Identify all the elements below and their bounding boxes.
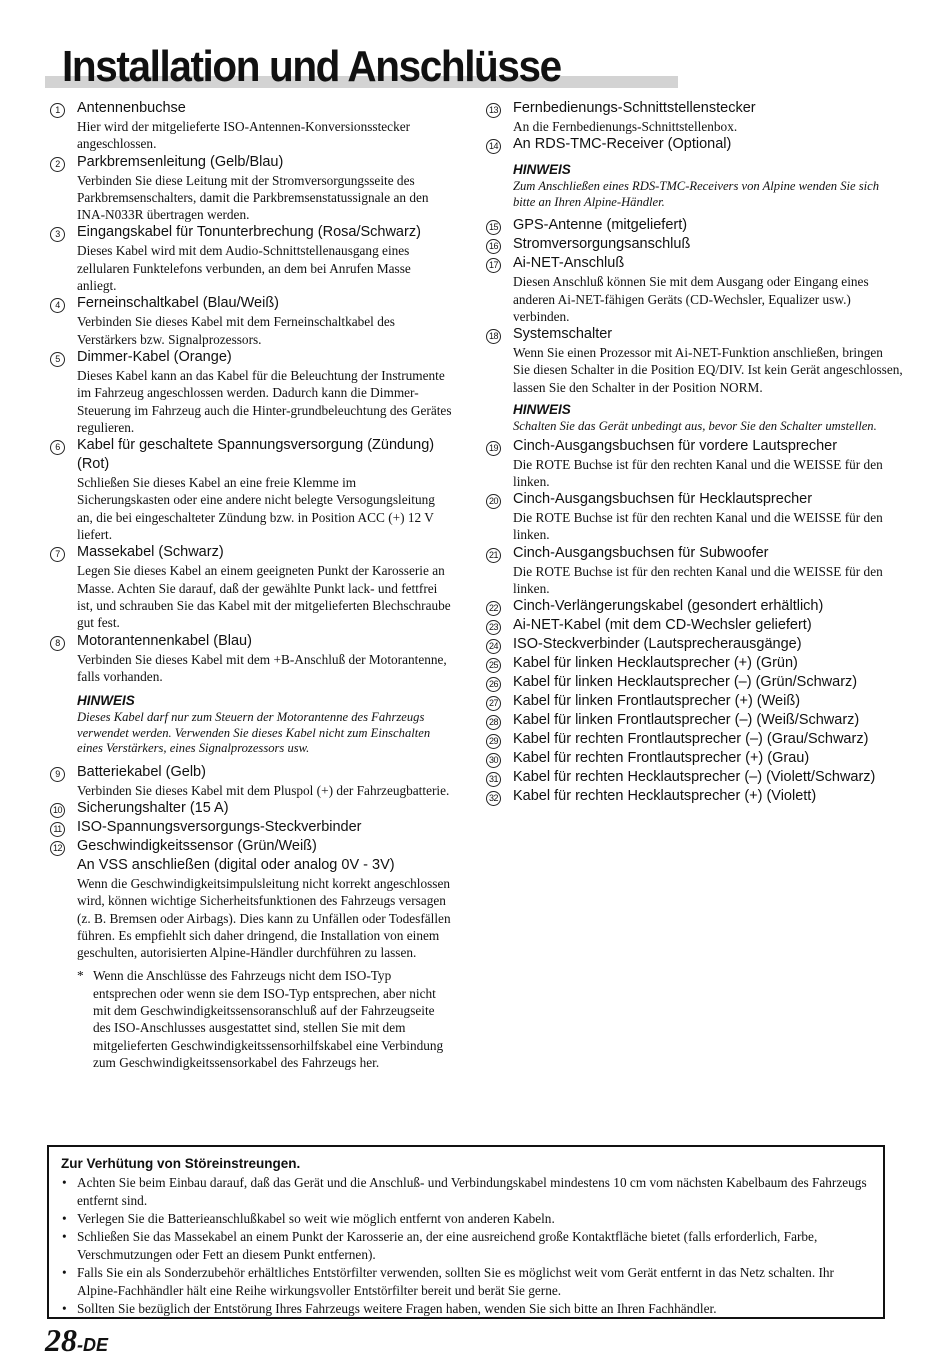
item-description: An die Fernbedienungs-Schnittstellenbox. xyxy=(513,119,738,134)
list-item xyxy=(483,135,903,154)
item-number-badge: 2 xyxy=(50,157,65,172)
item-heading: Kabel für linken Hecklautsprecher (+) (Grün) xyxy=(513,655,798,672)
list-item xyxy=(483,216,903,235)
item-description: Wenn Sie einen Prozessor mit Ai-NET-Funktion anschließen, bringen Sie diesen Schalter in die Position EQ/DIV. Ist kein Gerät angeschlossen, lassen Sie den Schalter in der Position NORM. xyxy=(513,345,903,395)
bullet-text: Verlegen Sie die Batterieanschlußkabel so weit wie möglich entfernt von anderen Kabeln. xyxy=(77,1211,555,1226)
list-item xyxy=(47,818,452,837)
item-description: Verbinden Sie dieses Kabel mit dem +B-Anschluß der Motorantenne, falls vorhanden. xyxy=(77,651,447,684)
footnote-text: Wenn die Anschlüsse des Fahrzeugs nicht dem ISO-Typ entsprechen oder wenn sie dem ISO-Typ entsprechen, aber nicht mit dem Geschwindigkeitssensoranschluß auf der Fahrzeugseite des ISO-Anschlusses ausgestattet sind, stellen Sie mit dem mitgelieferten Geschwindigkeitssensorhilfskabel eine Verbindung zum Geschwindigkeitssensorkabel des Fahrzeugs her. xyxy=(93,968,444,1070)
list-item xyxy=(483,490,903,544)
item-description: Die ROTE Buchse ist für den rechten Kanal und die WEISSE für den linken. xyxy=(513,510,883,543)
item-heading: Kabel für linken Frontlautsprecher (+) (Weiß) xyxy=(513,693,801,710)
left-items-list-2 xyxy=(47,763,452,856)
list-item xyxy=(47,223,452,294)
list-item xyxy=(483,768,903,787)
item-number-badge: 27 xyxy=(486,696,501,711)
list-item xyxy=(47,294,452,348)
bullet-text: Achten Sie beim Einbau darauf, daß das Gerät und die Anschluß- und Verbindungskabel mindestens 10 cm vom nächsten Kabelbaum des Fahrzeugs entfernt sind. xyxy=(77,1175,867,1208)
item-heading: Kabel für geschaltete Spannungsversorgung (Zündung) (Rot) xyxy=(77,437,435,473)
item-description: Schließen Sie dieses Kabel an eine freie Klemme im Sicherungskasten oder eine andere nicht belegte Versogungsleitung an, die bei eingeschalteter Zündung bzw. in Position ACC (+) 12 V liefert. xyxy=(77,475,435,543)
item-description: Die ROTE Buchse ist für den rechten Kanal und die WEISSE für den linken. xyxy=(513,563,883,597)
list-item xyxy=(483,597,903,616)
item-number-badge: 18 xyxy=(486,329,501,344)
item-heading: ISO-Spannungsversorgungs-Steckverbinder xyxy=(77,818,362,835)
item-description: Verbinden Sie dieses Kabel mit dem Pluspol (+) der Fahrzeugbatterie. xyxy=(77,782,450,798)
item-number-badge: 28 xyxy=(486,715,501,730)
note-text: Dieses Kabel darf nur zum Steuern der Motorantenne des Fahrzeugs verwendet werden. Verwenden Sie dieses Kabel nicht zum Einschalten eines Verstärkers, eines Signalprozessors usw. xyxy=(77,710,431,756)
item-heading: Massekabel (Schwarz) xyxy=(77,544,224,561)
item-description: Hier wird der mitgelieferte ISO-Antennen-Konversionsstecker angeschlossen. xyxy=(77,119,411,152)
bullet-text: Falls Sie ein als Sonderzubehör erhältliches Entstörfilter verwenden, sollten Sie es möglichst weit vom Gerät entfernt in das Netz schalten. Ihr Alpine-Fachhändler hält eine Reihe wirkungsvoller Entstörfilter bereit und berät Sie gerne. xyxy=(77,1265,834,1298)
bullet-dot-icon: • xyxy=(62,1211,67,1226)
item-heading: Ai-NET-Anschluß xyxy=(513,255,625,272)
item-heading: Fernbedienungs-Schnittstellenstecker xyxy=(513,100,756,116)
item-heading: Kabel für rechten Frontlautsprecher (+) (Grau) xyxy=(513,750,810,767)
item-heading: Kabel für rechten Hecklautsprecher (–) (Violett/Schwarz) xyxy=(513,769,876,786)
item-description: Dieses Kabel kann an das Kabel für die Beleuchtung der Instrumente im Fahrzeug angeschlossen werden. Dadurch kann die Dimmer-Steuerung im Fahrzeug auch die Hinter-grundbeleuchtung des Gerätes regulieren. xyxy=(77,367,452,435)
item-number-badge: 26 xyxy=(486,677,501,692)
item-number-badge: 21 xyxy=(486,548,501,563)
list-item xyxy=(47,436,452,543)
page-number-suffix: -DE xyxy=(77,1335,108,1355)
asterisk-mark: * xyxy=(77,968,84,984)
list-item xyxy=(47,763,452,799)
item-heading: Sicherungshalter (15 A) xyxy=(77,799,229,816)
note-rds-tmc xyxy=(483,160,903,210)
page-number xyxy=(45,1322,108,1363)
item-number-badge: 30 xyxy=(486,753,501,768)
list-item xyxy=(483,635,903,654)
vss-block xyxy=(47,856,452,961)
note-title: HINWEIS xyxy=(513,402,571,418)
page-title: Installation und Anschlüsse xyxy=(62,42,561,91)
item-number-badge: 5 xyxy=(50,352,65,367)
item-description: Die ROTE Buchse ist für den rechten Kanal und die WEISSE für den linken. xyxy=(513,456,883,489)
note-title: HINWEIS xyxy=(77,693,135,709)
item-heading: Kabel für linken Frontlautsprecher (–) (Weiß/Schwarz) xyxy=(513,712,860,729)
vss-line: An VSS anschließen (digital oder analog 0V - 3V) xyxy=(77,856,395,873)
interference-prevention-box xyxy=(47,1145,885,1319)
footnote-asterisk xyxy=(47,967,452,1071)
list-item xyxy=(483,99,903,135)
item-heading: ISO-Steckverbinder (Lautsprecherausgänge) xyxy=(513,636,802,653)
list-item xyxy=(47,348,452,436)
note-text: Schalten Sie das Gerät unbedingt aus, bevor Sie den Schalter umstellen. xyxy=(513,419,877,434)
list-item xyxy=(483,254,903,325)
right-column xyxy=(483,99,903,806)
bullet-dot-icon: • xyxy=(62,1229,67,1244)
note-text: Zum Anschließen eines RDS-TMC-Receivers von Alpine wenden Sie sich bitte an Ihren Alpine-Händler. xyxy=(513,179,880,209)
list-item xyxy=(483,437,903,491)
item-number-badge: 4 xyxy=(50,298,65,313)
list-item xyxy=(483,325,903,396)
item-description: Verbinden Sie dieses Kabel mit dem Ferneinschaltkabel des Verstärkers bzw. Signalprozessors. xyxy=(77,314,395,347)
list-item xyxy=(483,692,903,711)
list-item xyxy=(47,99,452,153)
note-system-switch xyxy=(483,400,903,435)
box-bullet-list xyxy=(61,1174,871,1318)
right-items-list-2 xyxy=(483,216,903,396)
list-item xyxy=(47,837,452,856)
list-item xyxy=(47,153,452,224)
item-heading: Cinch-Ausgangsbuchsen für vordere Lautsprecher xyxy=(513,437,838,454)
page-number-value: 28 xyxy=(45,1322,77,1358)
item-heading: Batteriekabel (Gelb) xyxy=(77,763,206,780)
bullet-dot-icon: • xyxy=(62,1265,67,1280)
right-items-list xyxy=(483,99,903,154)
item-heading: GPS-Antenne (mitgeliefert) xyxy=(513,217,688,234)
bullet-dot-icon: • xyxy=(62,1301,67,1316)
item-heading: Dimmer-Kabel (Orange) xyxy=(77,348,232,365)
list-item xyxy=(47,543,452,631)
vss-description: Wenn die Geschwindigkeitsimpulsleitung nicht korrekt angeschlossen wird, können wichtige Sicherheitsfunktionen des Fahrzeugs versagen (z. B. Bremsen oder Airbags). Dies kann zu Unfällen oder Todesfällen führen. Es empfiehlt sich daher dringend, die Installation von einem geschulten, autorisierten Alpine-Händler durchführen zu lassen. xyxy=(77,875,451,961)
list-item xyxy=(47,632,452,686)
bullet-text: Sollten Sie bezüglich der Entstörung Ihres Fahrzeugs weitere Fragen haben, wenden Sie sich bitte an Ihren Fachhändler. xyxy=(77,1301,717,1316)
list-item xyxy=(483,544,903,598)
item-description: Dieses Kabel wird mit dem Audio-Schnittstellenausgang eines zellularen Funktelefons verbunden, an dem bei Anrufen Masse anliegt. xyxy=(77,243,411,294)
item-number-badge: 14 xyxy=(486,139,501,154)
bullet-item xyxy=(61,1210,871,1228)
item-number-badge: 15 xyxy=(486,220,501,235)
item-number-badge: 1 xyxy=(50,103,65,118)
item-number-badge: 31 xyxy=(486,772,501,787)
item-heading: Eingangskabel für Tonunterbrechung (Rosa/Schwarz) xyxy=(77,224,421,241)
left-items-list xyxy=(47,99,452,685)
note-motor-antenna xyxy=(47,691,452,757)
bullet-item xyxy=(61,1264,871,1300)
left-column xyxy=(47,99,452,1071)
item-description: Legen Sie dieses Kabel an einem geeigneten Punkt der Karosserie an Masse. Achten Sie darauf, daß der gewählte Punkt lack- und fettfrei ist, und schrauben Sie das Kabel mit der mitgelieferten Blechschraube gut fest. xyxy=(77,563,451,631)
item-number-badge: 10 xyxy=(50,803,65,818)
item-heading: Cinch-Verlängerungskabel (gesondert erhältlich) xyxy=(513,598,824,615)
list-item xyxy=(483,711,903,730)
item-heading: An RDS-TMC-Receiver (Optional) xyxy=(513,136,732,153)
item-heading: Motorantennenkabel (Blau) xyxy=(77,632,252,649)
item-number-badge: 3 xyxy=(50,227,65,242)
item-number-badge: 8 xyxy=(50,636,65,651)
list-item xyxy=(483,787,903,806)
list-item xyxy=(483,673,903,692)
note-title: HINWEIS xyxy=(513,162,571,178)
item-heading: Parkbremsenleitung (Gelb/Blau) xyxy=(77,153,284,170)
list-item xyxy=(483,235,903,254)
bullet-item xyxy=(61,1174,871,1210)
item-number-badge: 9 xyxy=(50,767,65,782)
item-number-badge: 20 xyxy=(486,494,501,509)
item-heading: Cinch-Ausgangsbuchsen für Hecklautsprecher xyxy=(513,491,813,508)
item-number-badge: 32 xyxy=(486,791,501,806)
bullet-item xyxy=(61,1300,871,1318)
list-item xyxy=(483,749,903,768)
item-number-badge: 22 xyxy=(486,601,501,616)
item-number-badge: 17 xyxy=(486,258,501,273)
item-number-badge: 23 xyxy=(486,620,501,635)
item-heading: Kabel für linken Hecklautsprecher (–) (Grün/Schwarz) xyxy=(513,674,858,691)
item-heading: Stromversorgungsanschluß xyxy=(513,236,691,253)
item-number-badge: 13 xyxy=(486,103,501,118)
bullet-item xyxy=(61,1228,871,1264)
item-number-badge: 16 xyxy=(486,239,501,254)
item-number-badge: 12 xyxy=(50,841,65,856)
list-item xyxy=(483,616,903,635)
item-number-badge: 11 xyxy=(50,822,65,837)
item-heading: Geschwindigkeitssensor (Grün/Weiß) xyxy=(77,837,317,854)
list-item xyxy=(47,799,452,818)
right-items-list-3 xyxy=(483,437,903,807)
item-number-badge: 24 xyxy=(486,639,501,654)
bullet-dot-icon: • xyxy=(62,1175,67,1190)
item-number-badge: 25 xyxy=(486,658,501,673)
list-item xyxy=(483,730,903,749)
item-heading: Ai-NET-Kabel (mit dem CD-Wechsler geliefert) xyxy=(513,617,812,634)
item-description: Diesen Anschluß können Sie mit dem Ausgang oder Eingang eines anderen Ai-NET-fähigen Geräts (CD-Wechsler, Equalizer usw.) verbinden. xyxy=(513,274,869,324)
item-heading: Systemschalter xyxy=(513,326,613,343)
list-item xyxy=(483,654,903,673)
item-heading: Kabel für rechten Frontlautsprecher (–) (Grau/Schwarz) xyxy=(513,731,869,748)
item-number-badge: 29 xyxy=(486,734,501,749)
item-number-badge: 7 xyxy=(50,547,65,562)
box-title: Zur Verhütung von Störeinstreungen. xyxy=(61,1156,301,1171)
item-description: Verbinden Sie diese Leitung mit der Stromversorgungsseite des Parkbremsenschalters, damit die Parkbremsenstatussignale an den INA-N033R übertragen werden. xyxy=(77,172,429,223)
item-number-badge: 19 xyxy=(486,441,501,456)
item-heading: Antennenbuchse xyxy=(77,100,186,116)
item-heading: Kabel für rechten Hecklautsprecher (+) (Violett) xyxy=(513,788,817,805)
item-heading: Cinch-Ausgangsbuchsen für Subwoofer xyxy=(513,544,769,561)
bullet-text: Schließen Sie das Massekabel an einem Punkt der Karosserie an, der eine ausreichend große Kontaktfläche bietet (falls erforderlich, Farbe, Verschmutzungen oder Fett an diesem Punkt entfernen). xyxy=(77,1229,818,1262)
item-number-badge: 6 xyxy=(50,440,65,455)
item-heading: Ferneinschaltkabel (Blau/Weiß) xyxy=(77,295,280,312)
